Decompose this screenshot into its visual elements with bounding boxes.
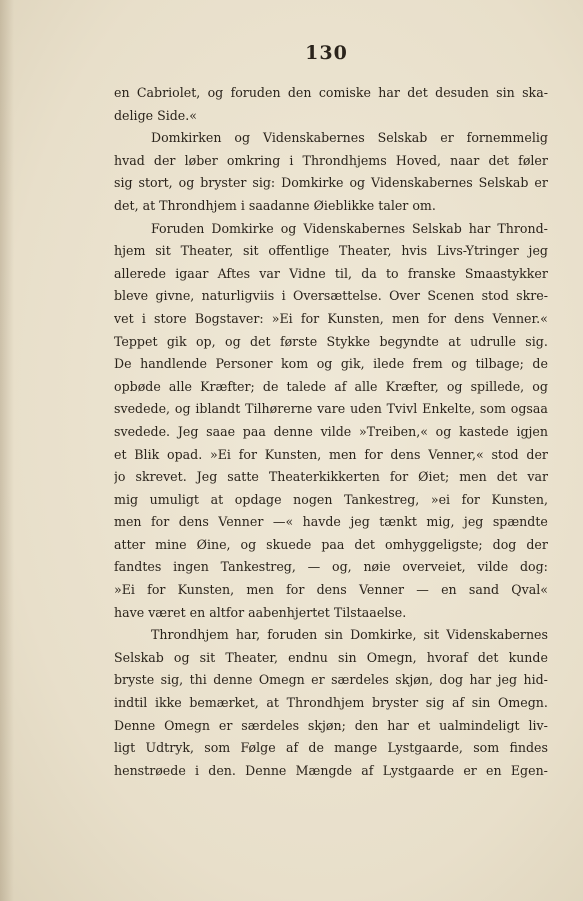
text-line: bleve givne, naturligviis i Oversættelse. Over Scenen stod skre-: [114, 288, 548, 304]
page-number: 130: [305, 42, 348, 64]
text-line: bryste sig, thi denne Omegn er særdeles skjøn, dog har jeg hid-: [114, 672, 548, 688]
text-line: opbøde alle Kræfter; de talede af alle Kræfter, og spillede, og: [114, 378, 548, 394]
text-line: henstrøede i den. Denne Mængde af Lystgaarde er en Egen-: [114, 762, 548, 778]
text-line: mig umuligt at opdage nogen Tankestreg, »ei for Kunsten,: [114, 491, 548, 507]
text-line: have været en altfor aabenhjertet Tilstaaelse.: [114, 604, 407, 620]
text-line: ligt Udtryk, som Følge af de mange Lystgaarde, som findes: [114, 740, 548, 756]
text-line: en Cabriolet, og foruden den comiske har det desuden sin ska-: [114, 85, 548, 100]
text-line: jo skrevet. Jeg satte Theaterkikkerten for Øiet; men det var: [114, 469, 548, 485]
text-line: Teppet gik op, og det første Stykke begyndte at udrulle sig.: [114, 333, 548, 349]
text-line: De handlende Personer kom og gik, ilede frem og tilbage; de: [114, 356, 548, 372]
text-line: atter mine Øine, og skuede paa det omhyggeligste; dog der: [114, 536, 548, 552]
text-line: Foruden Domkirke og Videnskabernes Selskab har Thrond-: [151, 220, 548, 236]
gutter-shadow: [0, 0, 14, 901]
text-line: sig stort, og bryster sig: Domkirke og Videnskabernes Selskab er: [114, 175, 548, 191]
text-line: hjem sit Theater, sit offentlige Theater, hvis Livs-Ytringer jeg: [114, 243, 548, 259]
text-line: svedede. Jeg saae paa denne vilde »Treiben,« og kastede igjen: [114, 423, 548, 439]
text-line: »Ei for Kunsten, men for dens Venner — en sand Qval«: [114, 582, 548, 598]
text-line: allerede igaar Aftes var Vidne til, da to franske Smaastykker: [114, 265, 548, 281]
text-line: vet i store Bogstaver: »Ei for Kunsten, men for dens Venner.«: [114, 310, 548, 326]
text-line: fandtes ingen Tankestreg, — og, nøie overveiet, vilde dog:: [114, 559, 548, 575]
text-line: Selskab og sit Theater, endnu sin Omegn, hvoraf det kunde: [114, 649, 548, 665]
text-line: Throndhjem har, foruden sin Domkirke, sit Videnskabernes: [151, 627, 548, 643]
text-line: Denne Omegn er særdeles skjøn; den har et ualmindeligt liv-: [114, 717, 548, 733]
text-line: delige Side.«: [114, 107, 197, 123]
body-text: [114, 82, 548, 782]
text-line: hvad der løber omkring i Throndhjems Hoved, naar det føler: [114, 152, 548, 168]
text-line: men for dens Venner —« havde jeg tænkt mig, jeg spændte: [114, 514, 548, 530]
text-line: svedede, og iblandt Tilhørerne vare uden Tvivl Enkelte, som ogsaa: [114, 401, 548, 417]
text-line: indtil ikke bemærket, at Throndhjem bryster sig af sin Omegn.: [114, 695, 548, 711]
text-line: det, at Throndhjem i saadanne Øieblikke taler om.: [114, 197, 436, 213]
text-line: Domkirken og Videnskabernes Selskab er fornemmelig: [151, 130, 548, 146]
text-line: et Blik opad. »Ei for Kunsten, men for dens Venner,« stod der: [114, 446, 548, 462]
